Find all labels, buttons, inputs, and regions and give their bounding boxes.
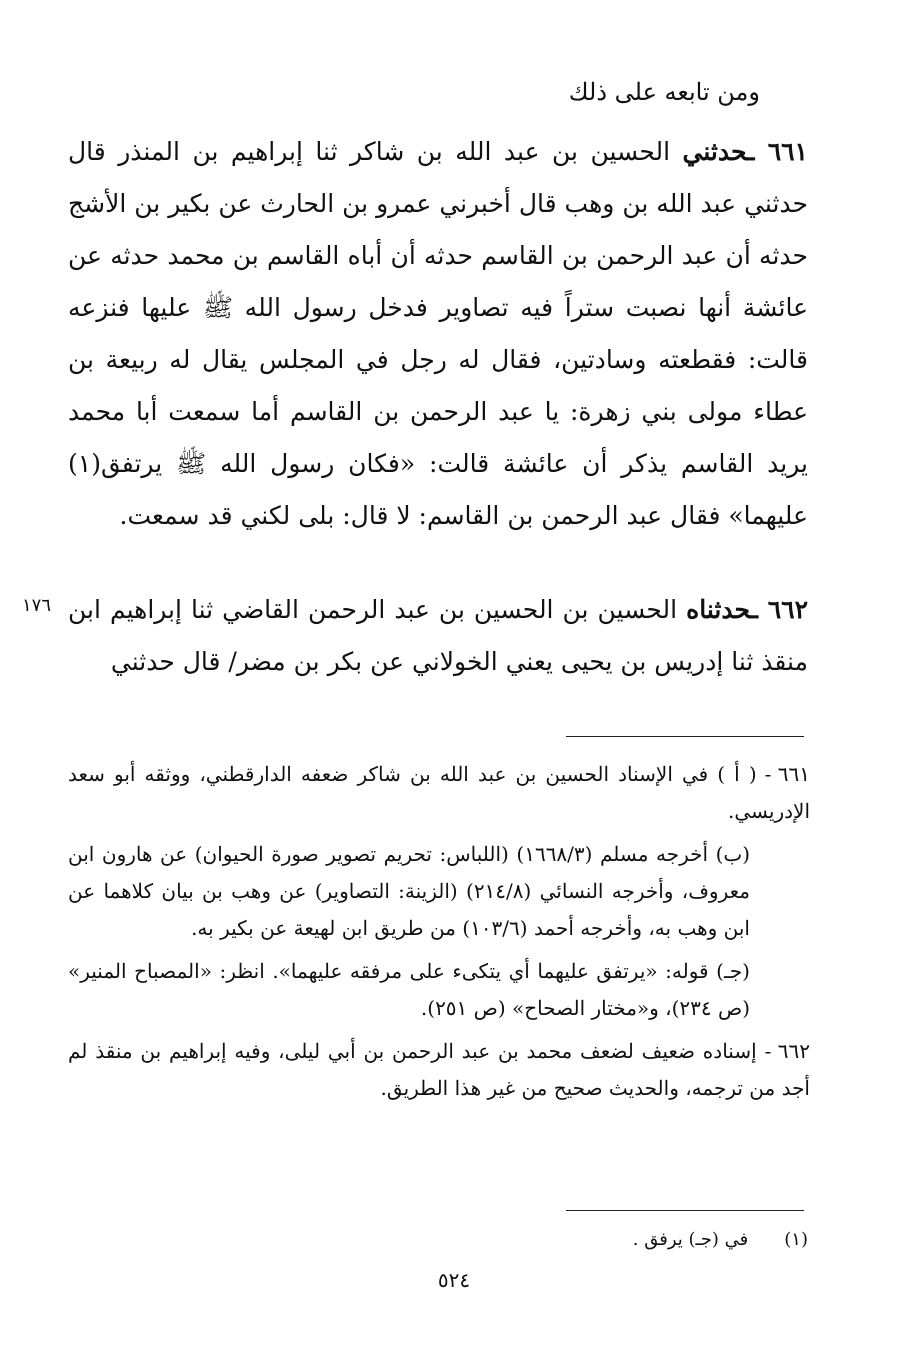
hadith-661 [68, 126, 808, 542]
note-text: ( أ ) في الإسناد الحسين بن عبد الله بن شاكر ضعفه الدارقطني، ووثقه أبو سعد الإدريسي. [68, 762, 810, 823]
hadith-662 [68, 584, 808, 688]
note-661-b: (ب) أخرجه مسلم (١٦٦٨/٣) (اللباس: تحريم تصوير صورة الحيوان) عن هارون ابن معروف، وأخرجه النسائي (٢١٤/٨) (الزينة: التصاوير) عن وهب بن بيان كلاهما عن ابن وهب به، وأخرجه أحمد (١٠٣/٦) من طريق ابن لهيعة عن بكير به. [68, 842, 751, 940]
footnote [108, 1226, 808, 1254]
note-text: إسناده ضعيف لضعف محمد بن عبد الرحمن بن أبي ليلى، وفيه إبراهيم بن منقذ لم أجد من ترجمه، والحديث صحيح من غير هذا الطريق. [68, 1039, 810, 1100]
note-number: ٦٦١ - [764, 762, 810, 786]
hadith-lead-word: حدثني [682, 137, 748, 166]
footnote-text: في (جـ) يرفق . [632, 1229, 749, 1250]
note-number: ٦٦٢ - [764, 1039, 810, 1063]
notes-divider [566, 736, 804, 737]
note-661-a [68, 756, 810, 830]
hadith-number: ٦٦٢ ـ [750, 595, 809, 624]
note-661-c: (جـ) قوله: «يرتفق عليهما أي يتكىء على مرفقه عليهما». انظر: «المصباح المنير» (ص ٢٣٤)، و«مختار الصحاح» (ص ٢٥١). [68, 959, 750, 1020]
hadith-text: الحسين بن الحسين بن عبد الرحمن القاضي ثنا إبراهيم ابن منقذ ثنا إدريس بن يحيى يعني الخولاني عن بكر بن مضر/ قال حدثني [68, 595, 808, 676]
hadith-text: الحسين بن عبد الله بن شاكر ثنا إبراهيم بن المنذر قال حدثني عبد الله بن وهب قال أخبرني عمرو بن الحارث عن بكير بن الأشج حدثه أن عبد الرحمن بن القاسم حدثه أن أباه القاسم بن محمد حدثه عن عائشة أنها نصبت ستراً فيه تصاوير فدخل رسول الله ﷺ عليها فنزعه قالت: فقطعته وسادتين، فقال له رجل في المجلس يقال له ربيعة بن عطاء مولى بني زهرة: يا عبد الرحمن بن القاسم أما سمعت أبا محمد يريد القاسم يذكر أن عائشة قالت: «فكان رسول الله ﷺ يرتفق(١) عليهما» فقال عبد الرحمن بن القاسم: لا قال: بلى لكني قد سمعت. [68, 137, 808, 530]
page-number: ٥٢٤ [437, 1268, 471, 1292]
note-662 [68, 1033, 810, 1107]
footnote-number: (١) [784, 1229, 808, 1250]
hadith-number: ٦٦١ ـ [747, 137, 808, 166]
footnote-divider [566, 1210, 804, 1211]
commentary-notes [68, 756, 810, 1113]
hadith-lead-word: حدثناه [686, 595, 751, 624]
running-header: ومن تابعه على ذلك [568, 78, 760, 106]
margin-folio-number: ١٧٦ [22, 595, 52, 616]
